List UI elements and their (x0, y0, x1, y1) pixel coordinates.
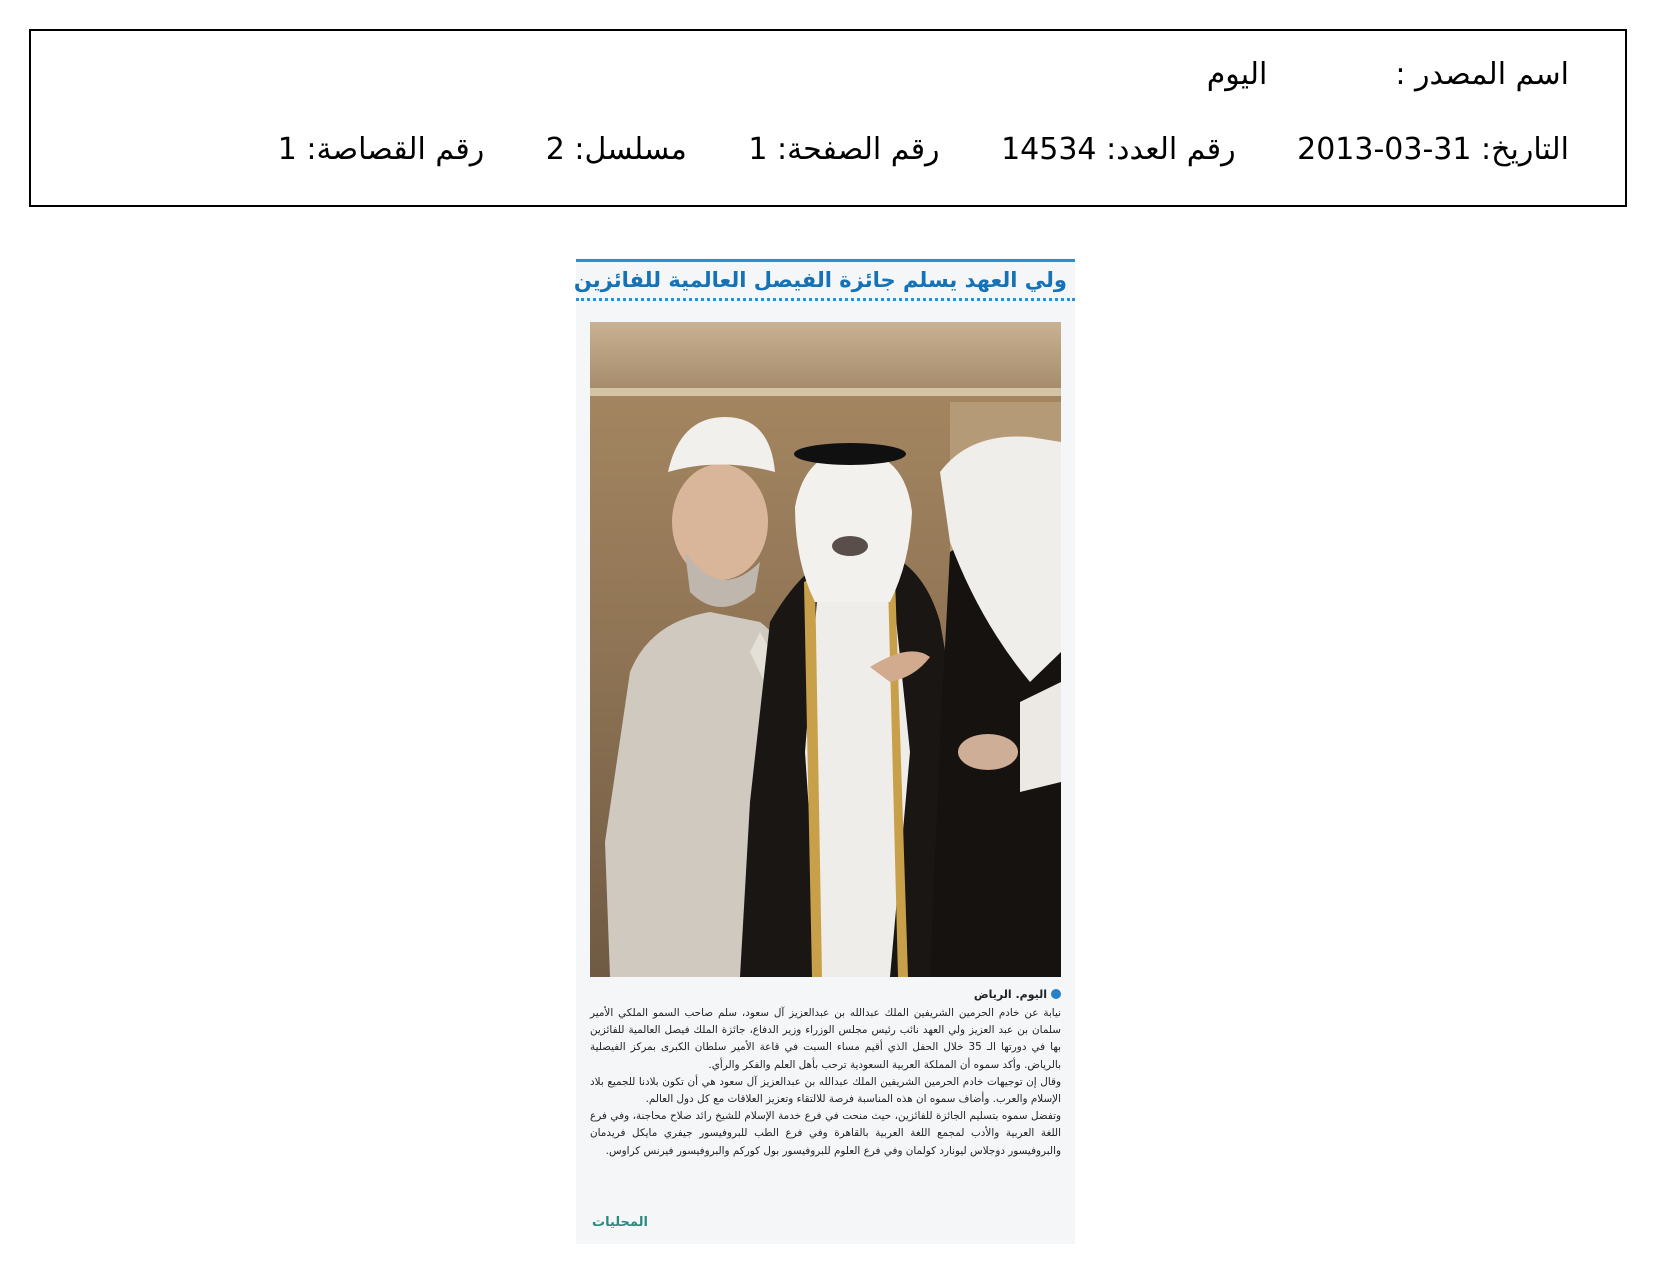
newspaper-clipping (573, 258, 1075, 1244)
source-label: اسم المصدر : (1395, 57, 1569, 92)
headline-top-rule (576, 259, 1075, 262)
article-paragraph: وقال إن توجيهات خادم الحرمين الشريفين الملك عبدالله بن عبدالعزيز آل سعود هي أن تكون بلادنا للجميع بلاد الإسلام والعرب. وأضاف سموه ان هذه المناسبة فرصة للالتقاء وتعزيز العلاقات مع كل دول العالم. (590, 1075, 1061, 1106)
source-info-box (29, 29, 1627, 207)
serial-label: مسلسل: (574, 132, 687, 167)
date-label: التاريخ: (1481, 132, 1569, 167)
photo-illustration (590, 322, 1061, 977)
page-label: رقم الصفحة: (776, 132, 940, 167)
byline-bullet-icon (1051, 989, 1061, 999)
clip-label: رقم القصاصة: (306, 132, 485, 167)
article-body (590, 1005, 1061, 1160)
section-label: المحليات (592, 1215, 648, 1230)
byline-text: اليوم. الرياض (973, 988, 1047, 1001)
article-photo (590, 322, 1061, 977)
source-row (1207, 57, 1569, 93)
article-paragraph: نيابة عن خادم الحرمين الشريفين الملك عبدالله بن عبدالعزيز آل سعود، سلم صاحب السمو الملكي الأمير سلمان بن عبد العزيز ولي العهد نائب رئيس مجلس الوزراء وزير الدفاع، جائزة الملك فيصل العالمية للفائزين بها في دورتها الـ 35 خلال الحفل الذي أقيم مساء السبت في قاعة الأمير سلطان الكبرى بمركز الفيصلية بالرياض. وأكد سموه أن المملكة العربية السعودية ترحب بأهل العلم والفكر والرأي. (590, 1007, 1061, 1071)
clip-value: 1 (277, 132, 297, 167)
article-byline (974, 988, 1061, 1001)
date-value: 2013-03-31 (1297, 132, 1472, 167)
source-value: اليوم (1206, 57, 1268, 92)
article-paragraph: وتفضل سموه بتسليم الجائزة للفائزين، حيث منحت في فرع خدمة الإسلام للشيخ رائد صلاح محاجنة، وفي فرع اللغة العربية والأدب لمجمع اللغة العربية بالقاهرة وفي فرع الطب للبروفيسور جيفري مايكل فريدمان والبروفيسور دوجلاس ليونارد كولمان وفي فرع العلوم للبروفيسور بول كوركم والبروفيسور فيرنس كراوس. (590, 1110, 1061, 1157)
page-value: 1 (748, 132, 768, 167)
article-headline: ولي العهد يسلم جائزة الفيصل العالمية للفائزين (573, 268, 1067, 292)
headline-dotted-rule (576, 298, 1075, 301)
details-row (278, 132, 1569, 168)
serial-value: 2 (545, 132, 565, 167)
issue-label: رقم العدد: (1106, 132, 1236, 167)
issue-value: 14534 (1001, 132, 1097, 167)
